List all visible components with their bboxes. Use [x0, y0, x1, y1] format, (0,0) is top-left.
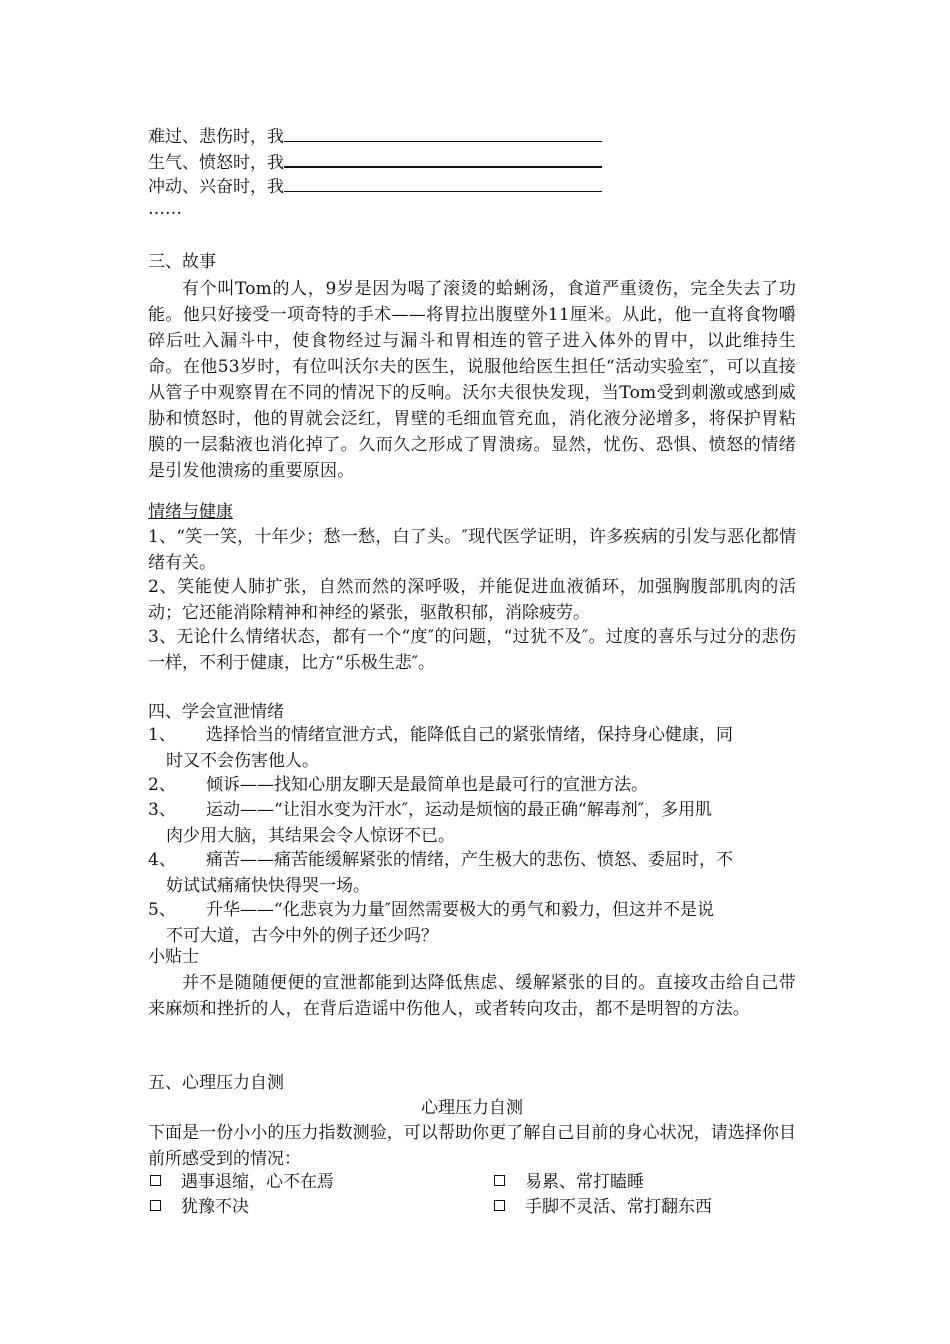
answer-blank[interactable] — [284, 125, 602, 142]
quiz-intro-text: 下面是一份小小的压力指数测验，可以帮助你更了解自己目前的身心状况，请选择你目前所感受到的情况： — [148, 1123, 796, 1169]
checkbox-icon[interactable] — [150, 1175, 161, 1186]
quiz-option[interactable] — [494, 1195, 712, 1219]
fill-line-angry — [148, 150, 602, 175]
vent-item-text: 倾诉——找知心朋友聊天是最简单也是最可行的宣泄方法。 — [206, 775, 648, 795]
fill-line-prefix: 冲动、兴奋时，我 — [148, 177, 284, 197]
vent-item-text: 痛苦——痛苦能缓解紧张的情绪，产生极大的悲伤、愤怒、委屈时，不 — [206, 850, 733, 870]
health-point-3 — [148, 624, 796, 676]
quiz-option-label: 遇事退缩，心不在焉 — [181, 1172, 334, 1192]
section3-subheading: 情绪与健康 — [148, 502, 233, 522]
vent-item-4 — [148, 847, 800, 899]
vent-item-cont: 肉少用大脑，其结果会令人惊讶不已。 — [166, 826, 455, 846]
quiz-title: 心理压力自测 — [421, 1098, 523, 1118]
vent-item-text: 选择恰当的情绪宣泄方式，能降低自己的紧张情绪，保持身心健康，同 — [206, 725, 733, 745]
health-point-1 — [148, 524, 796, 576]
fill-line-excited — [148, 175, 602, 199]
answer-blank[interactable] — [284, 150, 602, 168]
quiz-option-label: 易累、常打瞌睡 — [525, 1172, 644, 1192]
quiz-option-label: 手脚不灵活、常打翻东西 — [525, 1197, 712, 1217]
checkbox-icon[interactable] — [150, 1200, 161, 1211]
section4-heading: 四、学会宣泄情绪 — [148, 702, 284, 722]
vent-item-cont: 不可大道，古今中外的例子还少吗？ — [166, 926, 438, 946]
health-point-text: 1、“笑一笑，十年少；愁一愁，白了头。″现代医学证明，许多疾病的引发与恶化都情绪有关。 — [148, 527, 796, 573]
vent-item-cont: 时又不会伤害他人。 — [166, 751, 319, 771]
vent-item-text: 升华——“化悲哀为力量″固然需要极大的勇气和毅力，但这并不是说 — [206, 900, 715, 920]
quiz-option[interactable] — [494, 1170, 644, 1194]
vent-item-number: 4、 — [148, 850, 176, 870]
vent-item-number: 5、 — [148, 900, 176, 920]
checkbox-icon[interactable] — [494, 1175, 505, 1186]
ellipsis: …… — [148, 199, 182, 219]
vent-item-number: 3、 — [148, 800, 176, 820]
vent-item-cont: 妨试试痛痛快快得哭一场。 — [166, 876, 370, 896]
story-paragraph — [148, 276, 796, 484]
vent-item-2 — [148, 772, 800, 798]
quiz-option[interactable] — [150, 1170, 334, 1194]
tip-title: 小贴士 — [148, 947, 199, 967]
fill-line-prefix: 生气、愤怒时，我 — [148, 153, 284, 173]
health-point-text: 2、笑能使人肺扩张，自然而然的深呼吸，并能促进血液循环，加强胸腹部肌肉的活动；它还能消除精神和神经的紧张，驱散积郁，消除疲劳。 — [148, 577, 796, 623]
fill-line-sad — [148, 125, 602, 149]
section5-heading: 五、心理压力自测 — [148, 1073, 284, 1093]
quiz-option-label: 犹豫不决 — [181, 1197, 249, 1217]
health-point-text: 3、无论什么情绪状态，都有一个“度″的问题，“过犹不及″。过度的喜乐与过分的悲伤一样，不利于健康，比方“乐极生悲″。 — [148, 627, 796, 673]
vent-item-5 — [148, 897, 800, 949]
checkbox-icon[interactable] — [494, 1200, 505, 1211]
tip-paragraph — [148, 970, 796, 1022]
answer-blank[interactable] — [284, 175, 602, 192]
story-text: 有个叫Tom的人，9岁是因为喝了滚烫的蛤蜊汤，食道严重烫伤，完全失去了功能。他只好接受一项奇特的手术——将胃拉出腹壁外11厘米。从此，他一直将食物嚼碎后吐入漏斗中，使食物经过与漏斗和胃相连的管子进入体外的胃中，以此维持生命。在他53岁时，有位叫沃尔夫的医生，说服他给医生担任“活动实验室″，可以直接从管子中观察胃在不同的情况下的反响。沃尔夫很快发现，当Tom受到刺激或感到威胁和愤怒时，他的胃就会泛红，胃壁的毛细血管充血，消化液分泌增多，将保护胃粘膜的一层黏液也消化掉了。久而久之形成了胃溃疡。显然，忧伤、恐惧、愤怒的情绪是引发他溃疡的重要原因。 — [148, 279, 796, 481]
fill-line-prefix: 难过、悲伤时，我 — [148, 127, 284, 147]
vent-item-3 — [148, 797, 800, 849]
health-point-2 — [148, 574, 796, 626]
vent-item-text: 运动——“让泪水变为汗水″，运动是烦恼的最正确“解毒剂″，多用肌 — [206, 800, 713, 820]
quiz-intro — [148, 1120, 796, 1172]
quiz-option[interactable] — [150, 1195, 249, 1219]
vent-item-number: 2、 — [148, 775, 176, 795]
tip-text: 并不是随随便便的宣泄都能到达降低焦虑、缓解紧张的目的。直接攻击给自己带来麻烦和挫折的人，在背后造谣中伤他人，或者转向攻击，都不是明智的方法。 — [148, 973, 796, 1019]
section3-heading: 三、故事 — [148, 252, 216, 272]
vent-item-number: 1、 — [148, 725, 176, 745]
vent-item-1 — [148, 722, 800, 774]
